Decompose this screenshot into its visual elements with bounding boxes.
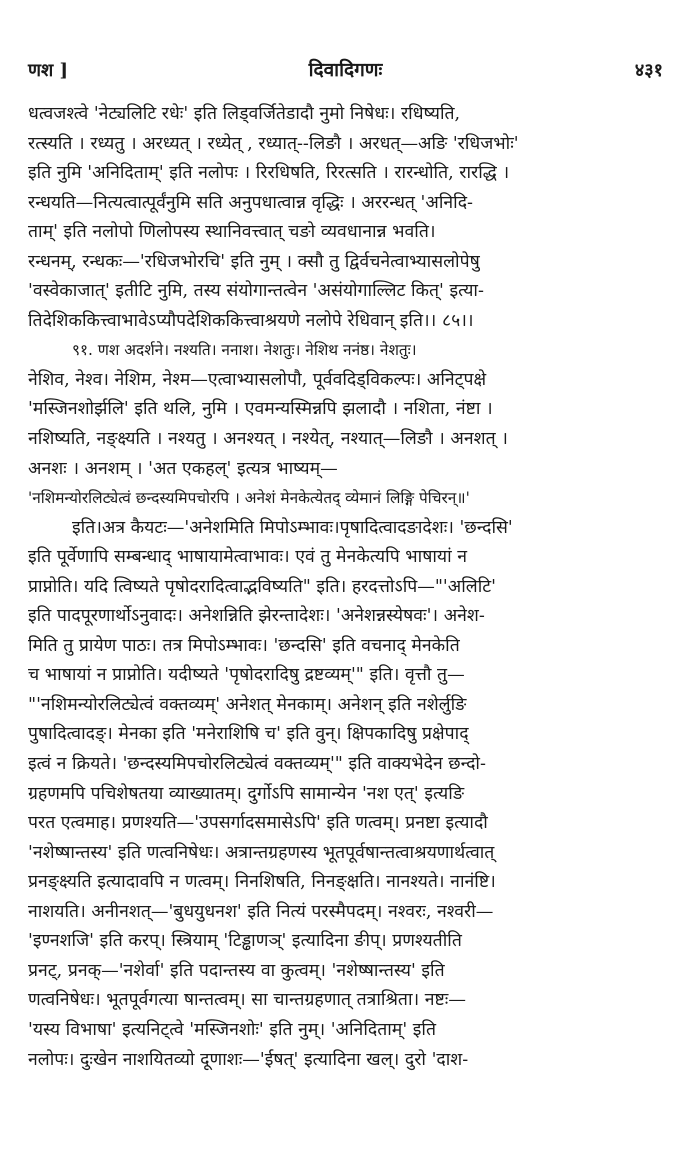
text-line: प्राप्नोति। यदि त्विष्यते पृषोदरादित्वाद्भविष्यति" इति। हरदत्तोऽपि—"'अलिटि'	[28, 576, 496, 597]
text-line: 'नशेष्षान्तस्य' इति णत्वनिषेधः। अत्रान्तग्रहणस्य भूतपूर्वषान्तत्वाश्रयणार्थत्वात्	[28, 842, 495, 863]
text-line: नलोपः। दुःखेन नाशयितव्यो दूणाशः—'ईषत्' इत्यादिना खल्। दुरो 'दाश-	[28, 1049, 469, 1070]
text-line: मिति तु प्रायेण पाठः। तत्र मिपोऽम्भावः। 'छन्दसि' इति वचनाद् मेनकेति	[28, 635, 460, 656]
text-line: इति।अत्र कैयटः—'अनेशमिति मिपोऽम्भावः।पृषादित्वादङादेशः। 'छन्दसि'	[72, 517, 513, 538]
commentary-text	[28, 100, 668, 1136]
text-line: नेशिव, नेश्व। नेशिम, नेश्म—एत्वाभ्यासलोपौ, पूर्ववदिड्विकल्पः। अनिट्पक्षे	[28, 369, 487, 390]
text-line: रत्स्यति । रध्यतु । अरध्यत् । रध्येत् , रध्यात्--लिङौ । अरधत्—अङि 'रधिजभोः'	[28, 133, 519, 154]
text-line: नशिष्यति, नङ्क्ष्यति । नश्यतु । अनश्यत् । नश्येत्, नश्यात्—लिङौ । अनशत् ।	[28, 429, 508, 450]
text-line: नाशयति। अनीनशत्—'बुधयुधनश' इति नित्यं परस्मैपदम्। नश्वरः, नश्वरी—	[28, 901, 494, 922]
text-line: ग्रहणमपि पचिशेषतया व्याख्यातम्। दुर्गोऽपि सामान्येन 'नश एत्' इत्यङि	[28, 783, 465, 804]
text-line: 'नशिमन्योरलिट्येत्वं छन्दस्यमिपचोरपि । अनेशं मेनकेत्येतद् व्येमानं लिङ्गि पेचिरन्॥'	[28, 489, 470, 508]
text-line: रन्धयति—नित्यत्वात्पूर्वंनुमि सति अनुपधात्वान्न वृद्धिः । अररन्धत् 'अनिदि-	[28, 192, 473, 213]
text-line: इत्वं न क्रियते। 'छन्दस्यमिपचोरलिट्येत्वं वक्तव्यम्'" इति वाक्यभेदेन छन्दो-	[28, 754, 486, 775]
text-line: रन्धनम्, रन्धकः—'रधिजभोरचि' इति नुम् । क्सौ तु द्विर्वचनेत्वाभ्यासलोपेषु	[28, 251, 480, 272]
text-line: अनशः । अनशम् । 'अत एकहल्' इत्यत्र भाष्यम्—	[28, 458, 338, 479]
text-line: तिदेशिककित्त्वाभावेऽप्यौपदेशिककित्त्वाश्रयणे नलोपे रेधिवान् इति।। ८५।।	[28, 310, 474, 331]
text-line: 'वस्वेकाजात्' इतीटि नुमि, तस्य संयोगान्तत्वेन 'असंयोगाल्लिट कित्' इत्या-	[28, 281, 484, 302]
text-line: ९१. णश अदर्शने। नश्यति। ननाश। नेशतुः। नेशिथ ननंष्ठ। नेशतुः।	[72, 341, 417, 360]
text-line: "'नशिमन्योरलिट्येत्वं वक्तव्यम्' अनेशत् मेनकाम्। अनेशन् इति नशेर्लुङि	[28, 694, 467, 715]
text-line: इति पादपूरणार्थोऽनुवादः। अनेशन्निति झेरन्तादेशः। 'अनेशन्नस्येषवः'। अनेश-	[28, 606, 485, 627]
text-line: प्रनङ्क्ष्यति इत्यादावपि न णत्वम्। निनशिषति, निनङ्क्षति। नानश्यते। नानंष्टि।	[28, 872, 496, 893]
running-header	[28, 56, 663, 84]
text-line: धत्वजश्त्वे 'नेट्यलिटि रधेः' इति लिड्वर्जितेडादौ नुमो निषेधः। रधिष्यति,	[28, 104, 461, 124]
text-line: परत एत्वमाह। प्रणश्यति—'उपसर्गादसमासेऽपि' इति णत्वम्। प्रनष्टा इत्यादौ	[28, 813, 488, 834]
text-line: च भाषायां न प्राप्नोति। यदीष्यते 'पृषोदरादिषु द्रष्टव्यम्'" इति। वृत्तौ तु—	[28, 665, 465, 686]
text-line: इति पूर्वेणापि सम्बन्धाद् भाषायामेत्वाभावः। एवं तु मेनकेत्यपि भाषायां न	[28, 547, 468, 568]
text-line: 'मस्जिनशोर्झलि' इति थलि, नुमि । एवमन्यस्मिन्नपि झलादौ । नशिता, नंष्टा ।	[28, 399, 493, 420]
text-line: पुषादित्वादङ्। मेनका इति 'मनेराशिषि च' इति वुन्। क्षिपकादिषु प्रक्षेपाद्	[28, 724, 469, 745]
text-line: 'यस्य विभाषा' इत्यनिट्त्वे 'मस्जिनशोः' इति नुम्। 'अनिदिताम्' इति	[28, 1019, 436, 1040]
text-line: इति नुमि 'अनिदिताम्' इति नलोपः । रिरधिषति, रिरत्सति । रारन्धोति, रारद्धि ।	[28, 163, 510, 184]
text-line: 'इण्नशजि' इति करप्। स्त्रियाम् 'टिड्ढाणञ्' इत्यादिना ङीप्। प्रणश्यतीति	[28, 931, 462, 952]
page-number: ४३१	[634, 60, 663, 81]
text-line: प्रनट्, प्रनक्—'नशेर्वा' इति पदान्तस्य वा कुत्वम्। 'नशेष्षान्तस्य' इति	[28, 960, 445, 981]
header-root-marker: णश ]	[28, 60, 69, 81]
header-title: दिवादिगणः	[308, 59, 383, 81]
text-line: ताम्' इति नलोपो णिलोपस्य स्थानिवत्त्वात् चङो व्यवधानान्न भवति।	[28, 222, 436, 243]
text-line: णत्वनिषेधः। भूतपूर्वगत्या षान्तत्वम्। सा चान्तग्रहणात् तत्राश्रिता। नष्टः—	[28, 990, 466, 1011]
